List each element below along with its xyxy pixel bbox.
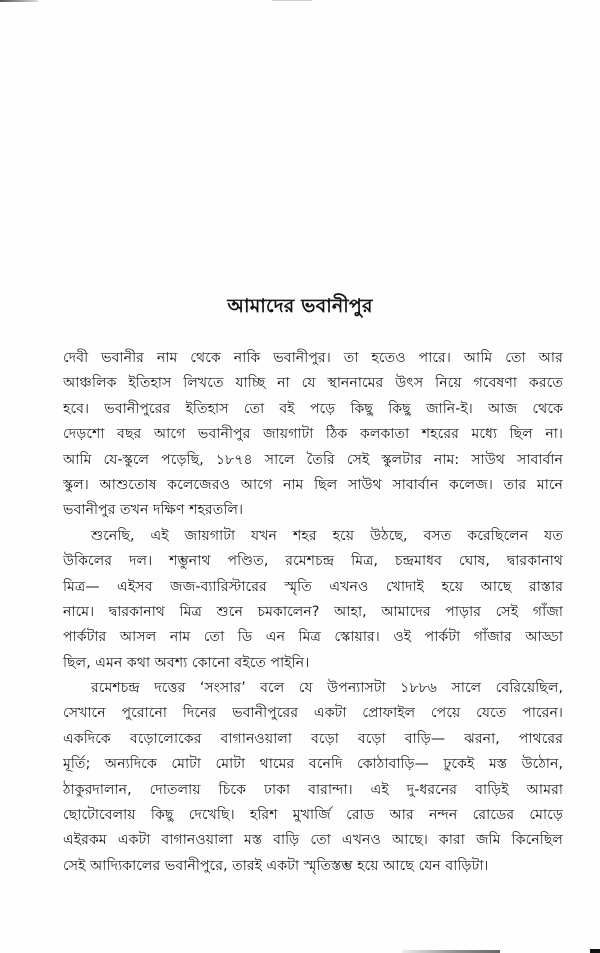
text-line: হবে। ভবানীপুরের ইতিহাস তো বই পড়ে কিছু কিছু জানি-ই। আজ থেকে [63, 400, 563, 417]
text-line: মূর্তি; অন্যদিকে মোটা মোটা থামের বনেদি কোঠাবাড়ি— ঢুকেই মস্ত উঠোন, [63, 756, 563, 773]
text-line: শুনেছি, এই জায়গাটা যখন শহর হয়ে উঠছে, বসত করেছিলেন যত [91, 527, 563, 544]
chapter-title: আমাদের ভবানীপুর [227, 295, 373, 317]
text-line: স্কুল। আশুতোষ কলেজেরও আগে নাম ছিল সাউথ সাবার্বান কলেজ। তার মানে [63, 476, 563, 493]
text-line: দেড়শো বছর আগে ভবানীপুর জায়গাটা ঠিক কলকাতা শহরের মধ্যে ছিল না। [63, 426, 563, 443]
text-line: আঞ্চলিক ইতিহাস লিখতে যাচ্ছি না যে স্থাননামের উৎস নিয়ে গবেষণা করতে [63, 375, 563, 392]
paragraph [63, 346, 563, 524]
scan-edge-mark [590, 949, 600, 953]
scan-edge-mark [272, 0, 312, 1]
paragraph [63, 524, 563, 676]
paragraph [63, 676, 563, 879]
text-line: সেখানে পুরোনো দিনের ভবানীপুরের একটা প্রোফাইল পেয়ে যেতে পারেন। [63, 705, 563, 722]
scan-edge-mark [0, 0, 38, 2]
text-line: ঠাকুরদালান, দোতলায় চিকে ঢাকা বারান্দা। এই দু-ধরনের বাড়িই আমরা [63, 781, 563, 798]
text-line: রমেশচন্দ্র দত্তের ‘সংসার’ বলে যে উপন্যাসটা ১৮৮৬ সালে বেরিয়েছিল, [91, 680, 563, 697]
text-line: একদিকে বড়োলোকের বাগানওয়ালা বড়ো বড়ো বাড়ি— ঝরনা, পাথরের [63, 730, 563, 747]
text-line: ছোটোবেলায় কিছু দেখেছি। হরিশ মুখার্জি রোড আর নন্দন রোডের মোড়ে [63, 807, 563, 824]
text-line: উকিলের দল। শম্ভুনাথ পণ্ডিত, রমেশচন্দ্র মিত্র, চন্দ্রমাধব ঘোষ, দ্বারকানাথ [63, 553, 563, 570]
text-line: নামে। দ্বারকানাথ মিত্র শুনে চমকালেন? আহা, আমাদের পাড়ার সেই গাঁজা [63, 603, 563, 620]
text-line: মিত্র— এইসব জজ-ব্যারিস্টারের স্মৃতি এখনও খোদাই হয়ে আছে রাস্তার [63, 578, 563, 595]
text-line: আমি যে-স্কুলে পড়েছি, ১৮৭৪ সালে তৈরি সেই স্কুলটার নাম: সাউথ সাবার্বান [63, 451, 563, 468]
text-line: পার্কটার আসল নাম তো ডি এন মিত্র স্কোয়ার। ওই পার্কটা গাঁজার আড্ডা [63, 629, 563, 646]
body-text [63, 346, 563, 879]
text-line: ছিল, এমন কথা অবশ্য কোনো বইতে পাইনি। [63, 654, 310, 671]
text-line: দেবী ভবানীর নাম থেকে নাকি ভবানীপুর। তা হতেও পারে। আমি তো আর [63, 350, 563, 366]
text-line: সেই আদ্যিকালের ভবানীপুরে, তারই একটা স্মৃতিস্তম্ভ হয়ে আছে যেন বাড়িটা। [63, 857, 489, 874]
text-line: ভবানীপুর তখন দক্ষিণ শহরতলি। [63, 502, 244, 519]
text-line: এইরকম একটা বাগানওয়ালা মস্ত বাড়ি তো এখনও আছে। কারা জমি কিনেছিল [63, 832, 563, 849]
